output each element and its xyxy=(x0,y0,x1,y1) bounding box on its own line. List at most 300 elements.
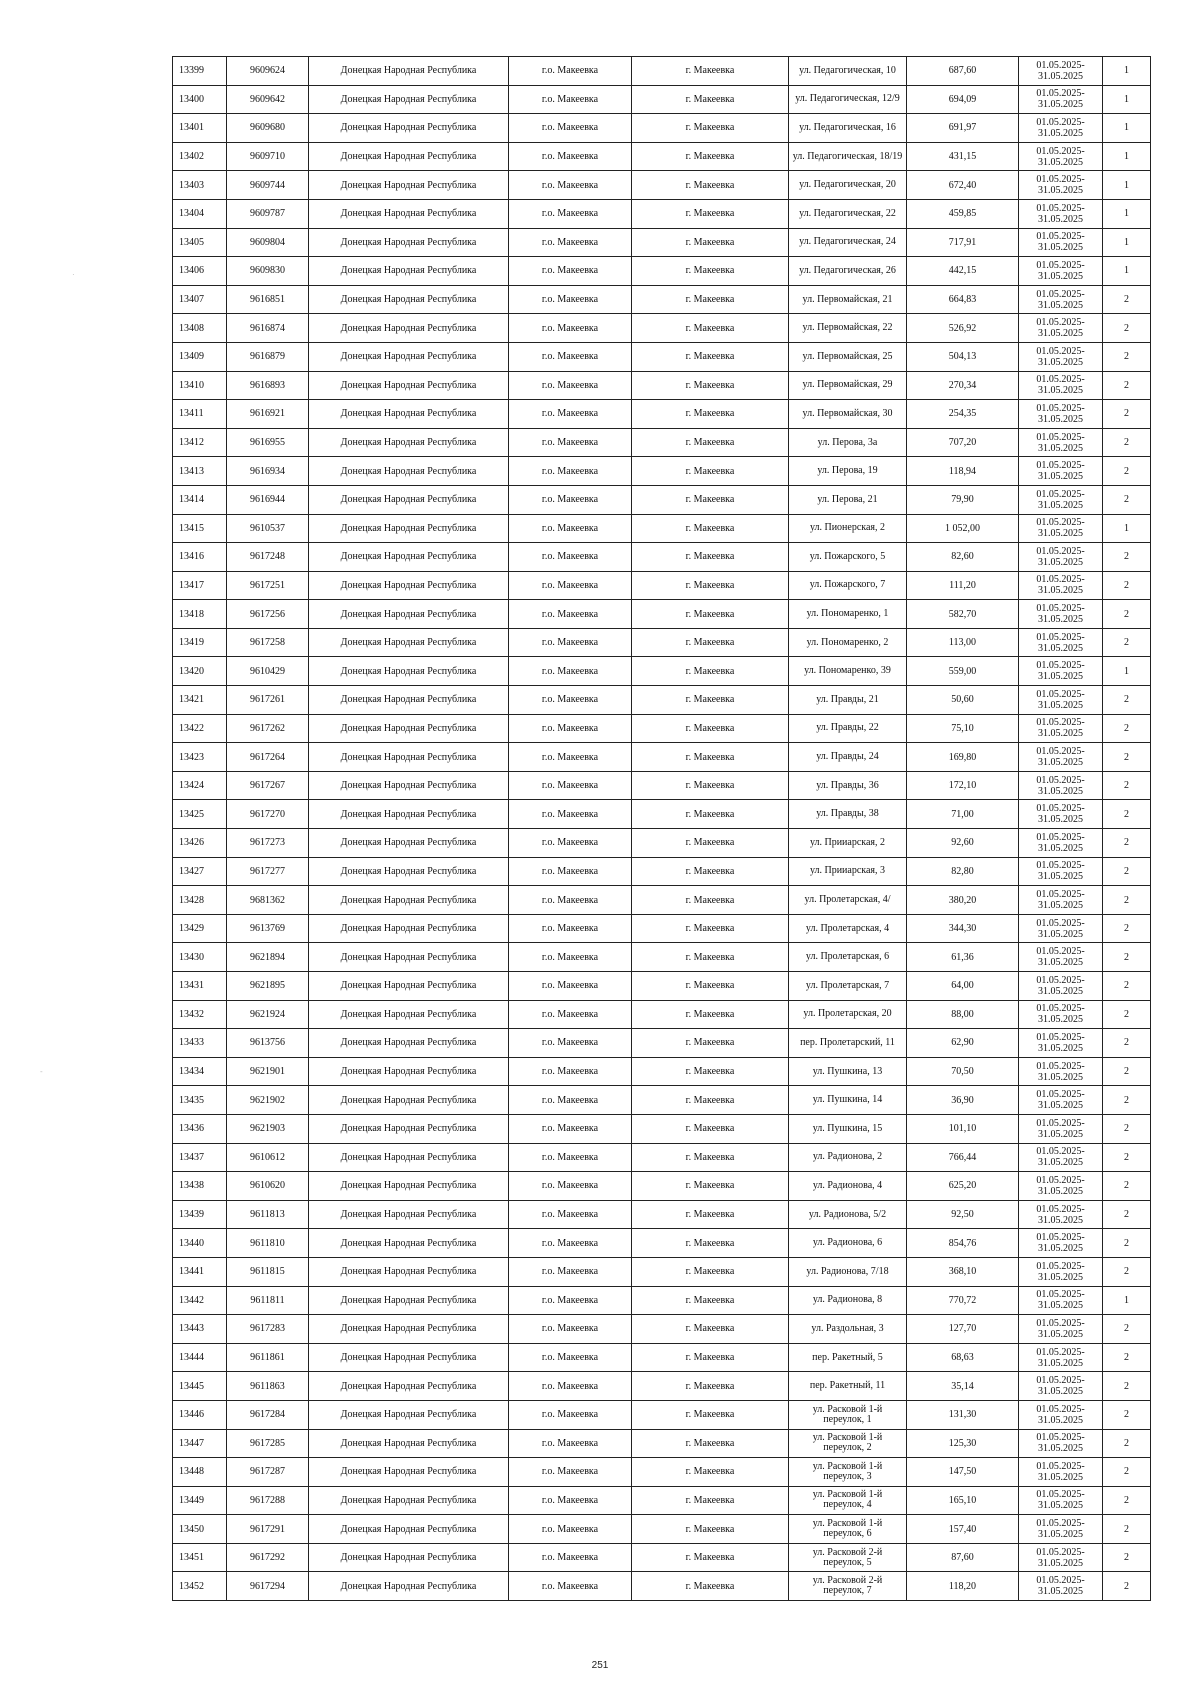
object-id: 9613769 xyxy=(227,914,309,943)
region-cell: Донецкая Народная Республика xyxy=(309,1572,509,1601)
locality-cell: г. Макеевка xyxy=(632,857,789,886)
object-id: 9609710 xyxy=(227,142,309,171)
address-cell: ул. Пролетарская, 4/ xyxy=(789,886,907,915)
row-number: 13427 xyxy=(173,857,227,886)
address-cell: ул. Расковой 1-й переулок, 4 xyxy=(789,1486,907,1515)
district-cell: г.о. Макеевка xyxy=(509,514,632,543)
class-cell: 2 xyxy=(1103,1486,1151,1515)
area-cell: 118,20 xyxy=(907,1572,1019,1601)
area-cell: 270,34 xyxy=(907,371,1019,400)
region-cell: Донецкая Народная Республика xyxy=(309,857,509,886)
district-cell: г.о. Макеевка xyxy=(509,886,632,915)
area-cell: 254,35 xyxy=(907,400,1019,429)
row-number: 13415 xyxy=(173,514,227,543)
region-cell: Донецкая Народная Республика xyxy=(309,400,509,429)
district-cell: г.о. Макеевка xyxy=(509,1315,632,1344)
class-cell: 1 xyxy=(1103,514,1151,543)
district-cell: г.о. Макеевка xyxy=(509,771,632,800)
address-cell: ул. Пономаренко, 39 xyxy=(789,657,907,686)
object-id: 9609830 xyxy=(227,257,309,286)
table-row xyxy=(173,257,1151,286)
district-cell: г.о. Макеевка xyxy=(509,57,632,86)
area-cell: 61,36 xyxy=(907,943,1019,972)
table-row xyxy=(173,1229,1151,1258)
row-number: 13404 xyxy=(173,199,227,228)
region-cell: Донецкая Народная Республика xyxy=(309,1086,509,1115)
region-cell: Донецкая Народная Республика xyxy=(309,943,509,972)
area-cell: 1 052,00 xyxy=(907,514,1019,543)
area-cell: 368,10 xyxy=(907,1257,1019,1286)
table-row xyxy=(173,1172,1151,1201)
class-cell: 1 xyxy=(1103,85,1151,114)
locality-cell: г. Макеевка xyxy=(632,1429,789,1458)
region-cell: Донецкая Народная Республика xyxy=(309,428,509,457)
object-id: 9613756 xyxy=(227,1029,309,1058)
district-cell: г.о. Макеевка xyxy=(509,1429,632,1458)
object-id: 9681362 xyxy=(227,886,309,915)
area-cell: 165,10 xyxy=(907,1486,1019,1515)
table-row xyxy=(173,743,1151,772)
area-cell: 664,83 xyxy=(907,285,1019,314)
table-row xyxy=(173,1429,1151,1458)
table-row xyxy=(173,142,1151,171)
area-cell: 70,50 xyxy=(907,1057,1019,1086)
row-number: 13416 xyxy=(173,543,227,572)
district-cell: г.о. Макеевка xyxy=(509,428,632,457)
area-cell: 766,44 xyxy=(907,1143,1019,1172)
table-row xyxy=(173,1143,1151,1172)
object-id: 9617285 xyxy=(227,1429,309,1458)
row-number: 13439 xyxy=(173,1200,227,1229)
object-id: 9611861 xyxy=(227,1343,309,1372)
object-id: 9611815 xyxy=(227,1257,309,1286)
object-id: 9617264 xyxy=(227,743,309,772)
class-cell: 2 xyxy=(1103,1229,1151,1258)
locality-cell: г. Макеевка xyxy=(632,657,789,686)
object-id: 9609680 xyxy=(227,114,309,143)
table-row xyxy=(173,1086,1151,1115)
row-number: 13428 xyxy=(173,886,227,915)
locality-cell: г. Макеевка xyxy=(632,1057,789,1086)
address-cell: ул. Педагогическая, 10 xyxy=(789,57,907,86)
table-row xyxy=(173,1400,1151,1429)
district-cell: г.о. Макеевка xyxy=(509,1257,632,1286)
table-row xyxy=(173,829,1151,858)
table-row xyxy=(173,1515,1151,1544)
locality-cell: г. Макеевка xyxy=(632,342,789,371)
region-cell: Донецкая Народная Республика xyxy=(309,686,509,715)
period-cell: 01.05.2025-31.05.2025 xyxy=(1019,1372,1103,1401)
district-cell: г.о. Макеевка xyxy=(509,1029,632,1058)
object-id: 9617284 xyxy=(227,1400,309,1429)
class-cell: 2 xyxy=(1103,1200,1151,1229)
period-cell: 01.05.2025-31.05.2025 xyxy=(1019,428,1103,457)
object-id: 9616893 xyxy=(227,371,309,400)
row-number: 13451 xyxy=(173,1543,227,1572)
period-cell: 01.05.2025-31.05.2025 xyxy=(1019,571,1103,600)
locality-cell: г. Макеевка xyxy=(632,228,789,257)
table-body xyxy=(173,57,1151,1601)
period-cell: 01.05.2025-31.05.2025 xyxy=(1019,57,1103,86)
region-cell: Донецкая Народная Республика xyxy=(309,1286,509,1315)
object-id: 9617267 xyxy=(227,771,309,800)
class-cell: 2 xyxy=(1103,371,1151,400)
district-cell: г.о. Макеевка xyxy=(509,1400,632,1429)
district-cell: г.о. Макеевка xyxy=(509,657,632,686)
class-cell: 2 xyxy=(1103,1029,1151,1058)
address-cell: ул. Расковой 1-й переулок, 2 xyxy=(789,1429,907,1458)
area-cell: 157,40 xyxy=(907,1515,1019,1544)
row-number: 13421 xyxy=(173,686,227,715)
address-cell: ул. Педагогическая, 20 xyxy=(789,171,907,200)
address-cell: ул. Пожарского, 7 xyxy=(789,571,907,600)
region-cell: Донецкая Народная Республика xyxy=(309,886,509,915)
region-cell: Донецкая Народная Республика xyxy=(309,657,509,686)
district-cell: г.о. Макеевка xyxy=(509,1114,632,1143)
period-cell: 01.05.2025-31.05.2025 xyxy=(1019,342,1103,371)
area-cell: 504,13 xyxy=(907,342,1019,371)
region-cell: Донецкая Народная Республика xyxy=(309,457,509,486)
district-cell: г.о. Макеевка xyxy=(509,485,632,514)
registry-table xyxy=(172,56,1151,1601)
row-number: 13408 xyxy=(173,314,227,343)
period-cell: 01.05.2025-31.05.2025 xyxy=(1019,1543,1103,1572)
row-number: 13434 xyxy=(173,1057,227,1086)
period-cell: 01.05.2025-31.05.2025 xyxy=(1019,1257,1103,1286)
object-id: 9621903 xyxy=(227,1114,309,1143)
period-cell: 01.05.2025-31.05.2025 xyxy=(1019,199,1103,228)
district-cell: г.о. Макеевка xyxy=(509,1200,632,1229)
class-cell: 2 xyxy=(1103,800,1151,829)
address-cell: ул. Правды, 24 xyxy=(789,743,907,772)
table-row xyxy=(173,400,1151,429)
table-row xyxy=(173,342,1151,371)
row-number: 13414 xyxy=(173,485,227,514)
period-cell: 01.05.2025-31.05.2025 xyxy=(1019,1057,1103,1086)
row-number: 13406 xyxy=(173,257,227,286)
region-cell: Донецкая Народная Республика xyxy=(309,1315,509,1344)
district-cell: г.о. Макеевка xyxy=(509,1486,632,1515)
row-number: 13423 xyxy=(173,743,227,772)
area-cell: 79,90 xyxy=(907,485,1019,514)
region-cell: Донецкая Народная Республика xyxy=(309,1029,509,1058)
period-cell: 01.05.2025-31.05.2025 xyxy=(1019,543,1103,572)
region-cell: Донецкая Народная Республика xyxy=(309,829,509,858)
area-cell: 127,70 xyxy=(907,1315,1019,1344)
period-cell: 01.05.2025-31.05.2025 xyxy=(1019,1086,1103,1115)
table-row xyxy=(173,285,1151,314)
address-cell: ул. Пономаренко, 2 xyxy=(789,628,907,657)
locality-cell: г. Макеевка xyxy=(632,829,789,858)
row-number: 13422 xyxy=(173,714,227,743)
object-id: 9621894 xyxy=(227,943,309,972)
area-cell: 111,20 xyxy=(907,571,1019,600)
table-row xyxy=(173,485,1151,514)
row-number: 13407 xyxy=(173,285,227,314)
region-cell: Донецкая Народная Республика xyxy=(309,1515,509,1544)
address-cell: пер. Ракетный, 11 xyxy=(789,1372,907,1401)
row-number: 13442 xyxy=(173,1286,227,1315)
area-cell: 118,94 xyxy=(907,457,1019,486)
class-cell: 2 xyxy=(1103,972,1151,1001)
period-cell: 01.05.2025-31.05.2025 xyxy=(1019,85,1103,114)
object-id: 9611810 xyxy=(227,1229,309,1258)
period-cell: 01.05.2025-31.05.2025 xyxy=(1019,600,1103,629)
locality-cell: г. Макеевка xyxy=(632,1286,789,1315)
period-cell: 01.05.2025-31.05.2025 xyxy=(1019,314,1103,343)
district-cell: г.о. Макеевка xyxy=(509,142,632,171)
period-cell: 01.05.2025-31.05.2025 xyxy=(1019,1515,1103,1544)
district-cell: г.о. Макеевка xyxy=(509,686,632,715)
object-id: 9617277 xyxy=(227,857,309,886)
locality-cell: г. Макеевка xyxy=(632,428,789,457)
region-cell: Донецкая Народная Республика xyxy=(309,1372,509,1401)
class-cell: 2 xyxy=(1103,714,1151,743)
table-row xyxy=(173,1257,1151,1286)
region-cell: Донецкая Народная Республика xyxy=(309,1172,509,1201)
district-cell: г.о. Макеевка xyxy=(509,342,632,371)
class-cell: 2 xyxy=(1103,829,1151,858)
area-cell: 431,15 xyxy=(907,142,1019,171)
area-cell: 64,00 xyxy=(907,972,1019,1001)
address-cell: ул. Перова, 21 xyxy=(789,485,907,514)
address-cell: ул. Пушкина, 14 xyxy=(789,1086,907,1115)
table-row xyxy=(173,686,1151,715)
address-cell: ул. Педагогическая, 16 xyxy=(789,114,907,143)
object-id: 9617248 xyxy=(227,543,309,572)
district-cell: г.о. Макеевка xyxy=(509,199,632,228)
object-id: 9617283 xyxy=(227,1315,309,1344)
object-id: 9617273 xyxy=(227,829,309,858)
row-number: 13403 xyxy=(173,171,227,200)
locality-cell: г. Макеевка xyxy=(632,1114,789,1143)
district-cell: г.о. Макеевка xyxy=(509,571,632,600)
locality-cell: г. Макеевка xyxy=(632,1486,789,1515)
area-cell: 92,50 xyxy=(907,1200,1019,1229)
row-number: 13405 xyxy=(173,228,227,257)
table-row xyxy=(173,1372,1151,1401)
address-cell: ул. Радионова, 7/18 xyxy=(789,1257,907,1286)
object-id: 9616874 xyxy=(227,314,309,343)
address-cell: ул. Первомайская, 21 xyxy=(789,285,907,314)
locality-cell: г. Макеевка xyxy=(632,1143,789,1172)
district-cell: г.о. Макеевка xyxy=(509,1372,632,1401)
address-cell: ул. Радионова, 6 xyxy=(789,1229,907,1258)
object-id: 9609787 xyxy=(227,199,309,228)
table-row xyxy=(173,228,1151,257)
district-cell: г.о. Макеевка xyxy=(509,543,632,572)
region-cell: Донецкая Народная Республика xyxy=(309,1143,509,1172)
class-cell: 2 xyxy=(1103,1257,1151,1286)
period-cell: 01.05.2025-31.05.2025 xyxy=(1019,800,1103,829)
locality-cell: г. Макеевка xyxy=(632,771,789,800)
object-id: 9617291 xyxy=(227,1515,309,1544)
period-cell: 01.05.2025-31.05.2025 xyxy=(1019,228,1103,257)
row-number: 13450 xyxy=(173,1515,227,1544)
object-id: 9609744 xyxy=(227,171,309,200)
object-id: 9621895 xyxy=(227,972,309,1001)
area-cell: 35,14 xyxy=(907,1372,1019,1401)
class-cell: 2 xyxy=(1103,314,1151,343)
object-id: 9616879 xyxy=(227,342,309,371)
region-cell: Донецкая Народная Республика xyxy=(309,914,509,943)
table-row xyxy=(173,1486,1151,1515)
period-cell: 01.05.2025-31.05.2025 xyxy=(1019,142,1103,171)
locality-cell: г. Макеевка xyxy=(632,1315,789,1344)
locality-cell: г. Макеевка xyxy=(632,57,789,86)
locality-cell: г. Макеевка xyxy=(632,628,789,657)
period-cell: 01.05.2025-31.05.2025 xyxy=(1019,943,1103,972)
locality-cell: г. Макеевка xyxy=(632,371,789,400)
area-cell: 68,63 xyxy=(907,1343,1019,1372)
area-cell: 717,91 xyxy=(907,228,1019,257)
row-number: 13420 xyxy=(173,657,227,686)
class-cell: 2 xyxy=(1103,914,1151,943)
object-id: 9617294 xyxy=(227,1572,309,1601)
district-cell: г.о. Макеевка xyxy=(509,943,632,972)
period-cell: 01.05.2025-31.05.2025 xyxy=(1019,657,1103,686)
object-id: 9610612 xyxy=(227,1143,309,1172)
locality-cell: г. Макеевка xyxy=(632,972,789,1001)
region-cell: Донецкая Народная Республика xyxy=(309,114,509,143)
district-cell: г.о. Макеевка xyxy=(509,457,632,486)
period-cell: 01.05.2025-31.05.2025 xyxy=(1019,628,1103,657)
region-cell: Донецкая Народная Республика xyxy=(309,1257,509,1286)
address-cell: ул. Расковой 1-й переулок, 6 xyxy=(789,1515,907,1544)
region-cell: Донецкая Народная Республика xyxy=(309,257,509,286)
region-cell: Донецкая Народная Республика xyxy=(309,972,509,1001)
locality-cell: г. Макеевка xyxy=(632,514,789,543)
class-cell: 2 xyxy=(1103,1343,1151,1372)
region-cell: Донецкая Народная Республика xyxy=(309,1000,509,1029)
row-number: 13417 xyxy=(173,571,227,600)
object-id: 9617251 xyxy=(227,571,309,600)
class-cell: 1 xyxy=(1103,114,1151,143)
address-cell: ул. Расковой 1-й переулок, 1 xyxy=(789,1400,907,1429)
locality-cell: г. Макеевка xyxy=(632,914,789,943)
address-cell: ул. Правды, 36 xyxy=(789,771,907,800)
class-cell: 2 xyxy=(1103,1143,1151,1172)
area-cell: 71,00 xyxy=(907,800,1019,829)
area-cell: 50,60 xyxy=(907,686,1019,715)
period-cell: 01.05.2025-31.05.2025 xyxy=(1019,1029,1103,1058)
address-cell: ул. Первомайская, 29 xyxy=(789,371,907,400)
class-cell: 2 xyxy=(1103,571,1151,600)
region-cell: Донецкая Народная Республика xyxy=(309,543,509,572)
area-cell: 442,15 xyxy=(907,257,1019,286)
table-row xyxy=(173,428,1151,457)
address-cell: ул. Пушкина, 13 xyxy=(789,1057,907,1086)
area-cell: 169,80 xyxy=(907,743,1019,772)
row-number: 13440 xyxy=(173,1229,227,1258)
row-number: 13419 xyxy=(173,628,227,657)
locality-cell: г. Макеевка xyxy=(632,314,789,343)
object-id: 9621924 xyxy=(227,1000,309,1029)
table-row xyxy=(173,1315,1151,1344)
locality-cell: г. Макеевка xyxy=(632,1029,789,1058)
region-cell: Донецкая Народная Республика xyxy=(309,1057,509,1086)
class-cell: 2 xyxy=(1103,1315,1151,1344)
locality-cell: г. Макеевка xyxy=(632,1400,789,1429)
region-cell: Донецкая Народная Республика xyxy=(309,1458,509,1487)
table-row xyxy=(173,972,1151,1001)
object-id: 9617270 xyxy=(227,800,309,829)
object-id: 9621902 xyxy=(227,1086,309,1115)
district-cell: г.о. Макеевка xyxy=(509,114,632,143)
period-cell: 01.05.2025-31.05.2025 xyxy=(1019,1429,1103,1458)
table-row xyxy=(173,1543,1151,1572)
period-cell: 01.05.2025-31.05.2025 xyxy=(1019,1114,1103,1143)
row-number: 13448 xyxy=(173,1458,227,1487)
address-cell: ул. Расковой 2-й переулок, 7 xyxy=(789,1572,907,1601)
locality-cell: г. Макеевка xyxy=(632,1172,789,1201)
table-row xyxy=(173,714,1151,743)
address-cell: ул. Пролетарская, 20 xyxy=(789,1000,907,1029)
row-number: 13399 xyxy=(173,57,227,86)
locality-cell: г. Макеевка xyxy=(632,1257,789,1286)
area-cell: 131,30 xyxy=(907,1400,1019,1429)
district-cell: г.о. Макеевка xyxy=(509,1143,632,1172)
class-cell: 2 xyxy=(1103,743,1151,772)
locality-cell: г. Макеевка xyxy=(632,1372,789,1401)
locality-cell: г. Макеевка xyxy=(632,1572,789,1601)
row-number: 13431 xyxy=(173,972,227,1001)
area-cell: 672,40 xyxy=(907,171,1019,200)
table-row xyxy=(173,1200,1151,1229)
area-cell: 113,00 xyxy=(907,628,1019,657)
object-id: 9621901 xyxy=(227,1057,309,1086)
class-cell: 2 xyxy=(1103,628,1151,657)
row-number: 13402 xyxy=(173,142,227,171)
locality-cell: г. Макеевка xyxy=(632,686,789,715)
district-cell: г.о. Макеевка xyxy=(509,1172,632,1201)
region-cell: Донецкая Народная Республика xyxy=(309,1200,509,1229)
locality-cell: г. Макеевка xyxy=(632,114,789,143)
region-cell: Донецкая Народная Республика xyxy=(309,628,509,657)
table-row xyxy=(173,199,1151,228)
class-cell: 2 xyxy=(1103,1572,1151,1601)
area-cell: 88,00 xyxy=(907,1000,1019,1029)
region-cell: Донецкая Народная Республика xyxy=(309,1229,509,1258)
class-cell: 2 xyxy=(1103,1458,1151,1487)
class-cell: 1 xyxy=(1103,142,1151,171)
table-row xyxy=(173,85,1151,114)
object-id: 9616934 xyxy=(227,457,309,486)
region-cell: Донецкая Народная Республика xyxy=(309,485,509,514)
class-cell: 1 xyxy=(1103,171,1151,200)
area-cell: 694,09 xyxy=(907,85,1019,114)
object-id: 9616851 xyxy=(227,285,309,314)
row-number: 13437 xyxy=(173,1143,227,1172)
period-cell: 01.05.2025-31.05.2025 xyxy=(1019,400,1103,429)
locality-cell: г. Макеевка xyxy=(632,1229,789,1258)
region-cell: Донецкая Народная Республика xyxy=(309,800,509,829)
table-row xyxy=(173,1029,1151,1058)
district-cell: г.о. Макеевка xyxy=(509,400,632,429)
address-cell: ул. Прииарская, 2 xyxy=(789,829,907,858)
area-cell: 82,60 xyxy=(907,543,1019,572)
address-cell: ул. Расковой 1-й переулок, 3 xyxy=(789,1458,907,1487)
period-cell: 01.05.2025-31.05.2025 xyxy=(1019,714,1103,743)
address-cell: ул. Правды, 22 xyxy=(789,714,907,743)
address-cell: ул. Радионова, 4 xyxy=(789,1172,907,1201)
area-cell: 92,60 xyxy=(907,829,1019,858)
region-cell: Донецкая Народная Республика xyxy=(309,314,509,343)
area-cell: 691,97 xyxy=(907,114,1019,143)
scan-speck: - xyxy=(40,1067,43,1076)
locality-cell: г. Макеевка xyxy=(632,1200,789,1229)
class-cell: 1 xyxy=(1103,57,1151,86)
